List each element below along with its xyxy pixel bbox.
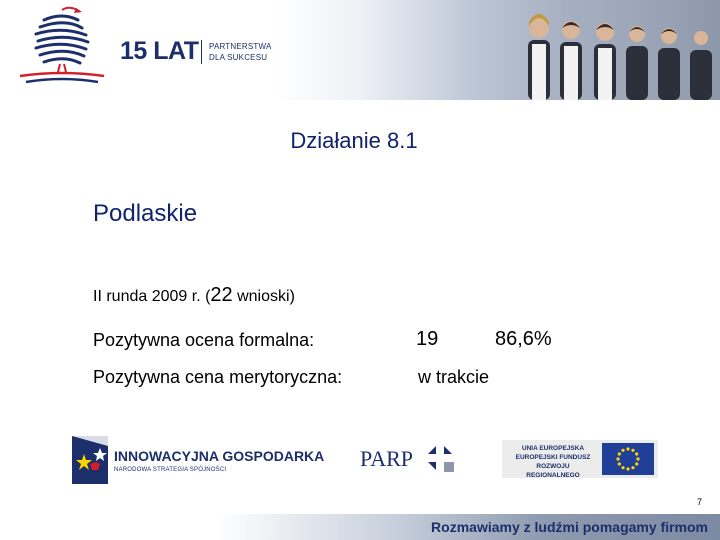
eu-line1: UNIA EUROPEJSKA — [521, 445, 585, 452]
business-people-photo — [470, 0, 720, 100]
ig-flag-icon — [70, 436, 110, 484]
round-prefix: II runda 2009 r. ( — [93, 288, 211, 305]
logo-tagline-line2: DLA SUKCESU — [209, 53, 268, 62]
eu-erdf-logo — [502, 440, 658, 478]
round-count: 22 — [210, 284, 233, 306]
formal-evaluation-count: 19 — [416, 328, 439, 350]
round-suffix: wnioski) — [232, 288, 295, 305]
logo-tagline-line1: PARTNERSTWA — [209, 42, 272, 51]
eu-line3: ROZWOJU REGIONALNEGO — [526, 463, 580, 479]
formal-evaluation-label: Pozytywna ocena formalna: — [93, 330, 315, 350]
round-info — [93, 284, 295, 307]
ig-subtitle: NARODOWA STRATEGIA SPÓJNOŚCI — [114, 467, 227, 473]
parp-wordmark: PARP — [360, 446, 414, 471]
parp-logo — [360, 440, 460, 476]
merit-evaluation-status: w trakcie — [418, 367, 490, 387]
parp-symbol-icon — [422, 440, 458, 476]
merit-evaluation-label: Pozytywna cena merytoryczna: — [93, 367, 343, 387]
logo-tagline — [209, 41, 272, 63]
15-lat-emblem-icon — [16, 4, 108, 88]
innowacyjna-gospodarka-logo — [70, 436, 325, 484]
bottom-bar — [0, 514, 720, 540]
eu-flag-icon — [602, 443, 654, 475]
slide-title: Działanie 8.1 — [290, 128, 418, 153]
logo-divider — [201, 40, 202, 64]
page-number: 7 — [697, 497, 703, 507]
header-banner — [0, 0, 720, 100]
formal-evaluation-percent: 86,6% — [495, 328, 552, 350]
eu-line2: EUROPEJSKI FUNDUSZ — [515, 454, 591, 461]
region-heading: Podlaskie — [93, 200, 198, 227]
ig-title: INNOWACYJNA GOSPODARKA — [114, 448, 325, 464]
footer-slogan: Rozmawiamy z ludźmi pomagamy firmom — [431, 519, 708, 535]
eu-text — [510, 444, 596, 480]
logo-15-lat: 15 LAT — [120, 37, 199, 65]
